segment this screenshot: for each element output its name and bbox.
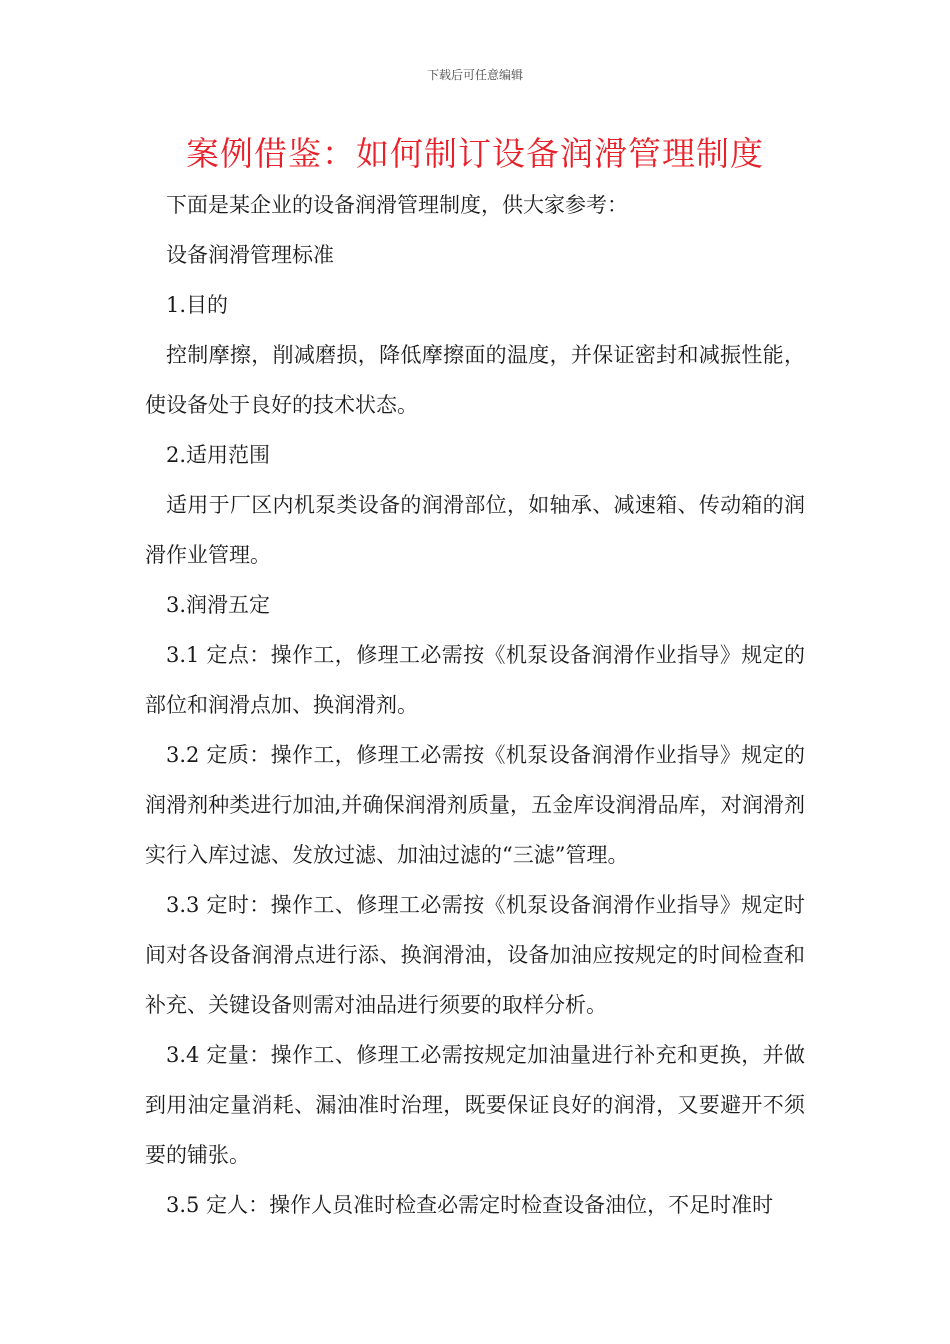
body-paragraph: 3.3 定时：操作工、修理工必需按《机泵设备润滑作业指导》规定时间对各设备润滑点进行添、换润滑油，设备加油应按规定的时间检查和补充、关键设备则需对油品进行须要的取样分析。 <box>145 893 805 1017</box>
body-paragraph: 控制摩擦，削减磨损，降低摩擦面的温度，并保证密封和减振性能，使设备处于良好的技术状态。 <box>145 343 805 417</box>
section-heading: 设备润滑管理标准 <box>166 243 334 267</box>
body-paragraph: 3.1 定点：操作工，修理工必需按《机泵设备润滑作业指导》规定的部位和润滑点加、换润滑剂。 <box>145 643 805 717</box>
body-paragraph: 适用于厂区内机泵类设备的润滑部位，如轴承、减速箱、传动箱的润滑作业管理。 <box>145 493 805 567</box>
document-title: 案例借鉴：如何制订设备润滑管理制度 <box>186 134 764 173</box>
section-heading: 2.适用范围 <box>166 443 271 467</box>
page-header: 下载后可任意编辑 <box>426 68 523 82</box>
document-body <box>145 180 805 1230</box>
intro-paragraph: 下面是某企业的设备润滑管理制度，供大家参考： <box>166 193 628 217</box>
section-heading: 3.润滑五定 <box>166 593 271 617</box>
body-paragraph: 3.5 定人：操作人员准时检查必需定时检查设备油位，不足时准时 <box>166 1193 774 1217</box>
body-paragraph: 3.4 定量：操作工、修理工必需按规定加油量进行补充和更换，并做到用油定量消耗、漏油准时治理，既要保证良好的润滑，又要避开不须要的铺张。 <box>145 1043 805 1167</box>
body-paragraph: 3.2 定质：操作工，修理工必需按《机泵设备润滑作业指导》规定的润滑剂种类进行加油,并确保润滑剂质量，五金库设润滑品库，对润滑剂实行入库过滤、发放过滤、加油过滤的“三滤”管理。 <box>145 743 805 867</box>
section-heading: 1.目的 <box>166 293 229 317</box>
